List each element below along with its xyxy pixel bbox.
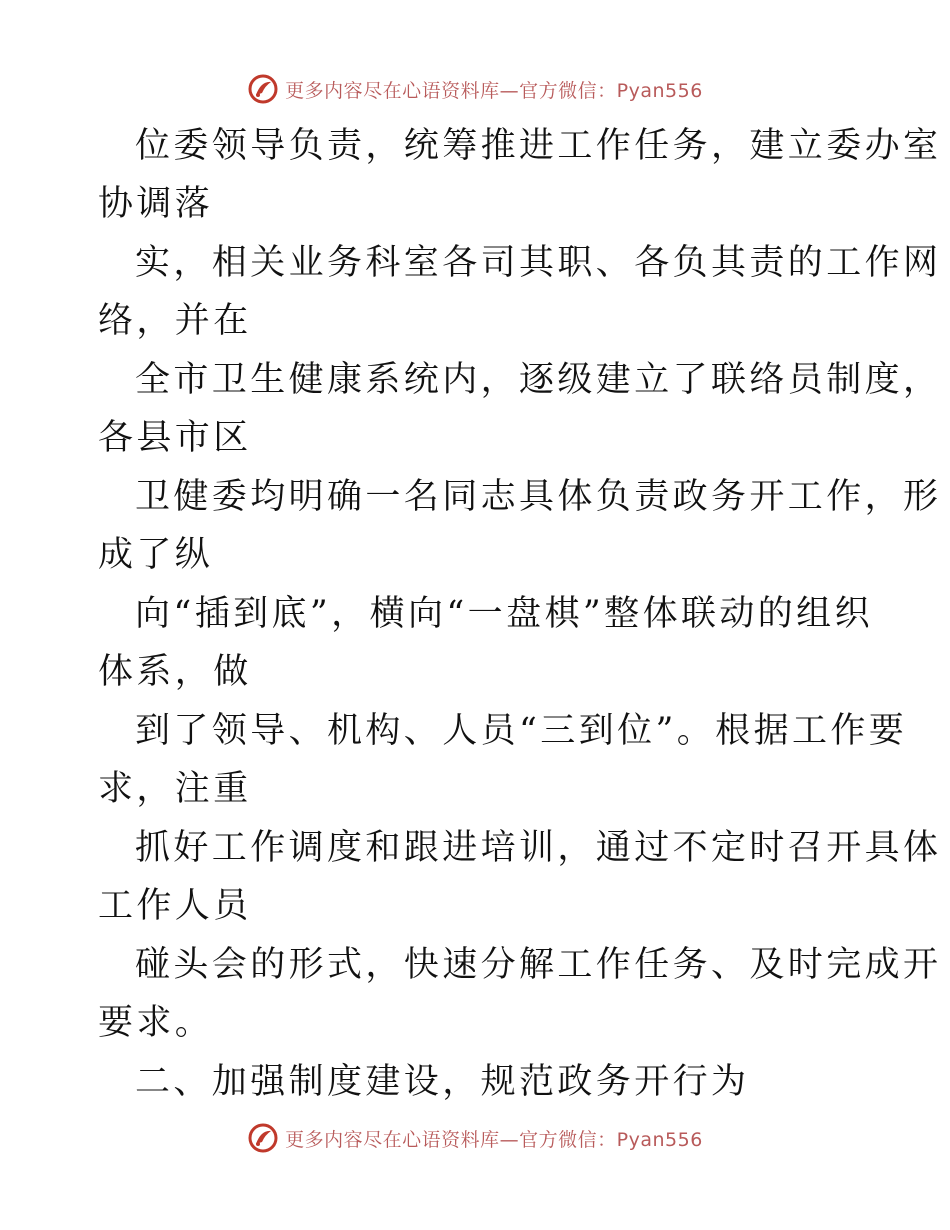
paragraph-line: 协调落	[98, 184, 214, 224]
paragraph-line: 体系，做	[98, 652, 252, 692]
watermark-text: 更多内容尽在心语资料库—官方微信：Pyan556	[285, 79, 703, 102]
paragraph-line: 到了领导、机构、人员“三到位”。根据工作要	[135, 711, 908, 751]
section-heading: 二、加强制度建设，规范政务开行为	[135, 1062, 750, 1102]
paragraph-line: 实，相关业务科室各司其职、各负其责的工作网	[135, 243, 942, 283]
paragraph-line: 要求。	[98, 1003, 214, 1043]
paragraph-line: 各县市区	[98, 418, 252, 458]
paragraph-line: 卫健委均明确一名同志具体负责政务开工作，形	[135, 477, 942, 517]
paragraph-line: 工作人员	[98, 886, 252, 926]
watermark-text: 更多内容尽在心语资料库—官方微信：Pyan556	[285, 1128, 703, 1151]
paragraph-line: 求，注重	[98, 769, 252, 809]
red-brush-seal-icon	[247, 1122, 279, 1154]
red-brush-seal-icon	[247, 73, 279, 105]
watermark-wechat-id: Pyan556	[616, 79, 703, 102]
paragraph-line: 碰头会的形式，快速分解工作任务、及时完成开	[135, 945, 942, 985]
watermark-footer	[0, 1121, 950, 1155]
paragraph-line: 抓好工作调度和跟进培训，通过不定时召开具体	[135, 828, 942, 868]
watermark-header	[0, 72, 950, 106]
paragraph-line: 全市卫生健康系统内，逐级建立了联络员制度，	[135, 360, 942, 400]
paragraph-line: 成了纵	[98, 535, 214, 575]
watermark-wechat-id: Pyan556	[616, 1128, 703, 1151]
paragraph-line: 位委领导负责，统筹推进工作任务，建立委办室	[135, 126, 942, 166]
paragraph-line: 络，并在	[98, 301, 252, 341]
paragraph-line: 向“插到底”，横向“一盘棋”整体联动的组织	[135, 594, 873, 634]
